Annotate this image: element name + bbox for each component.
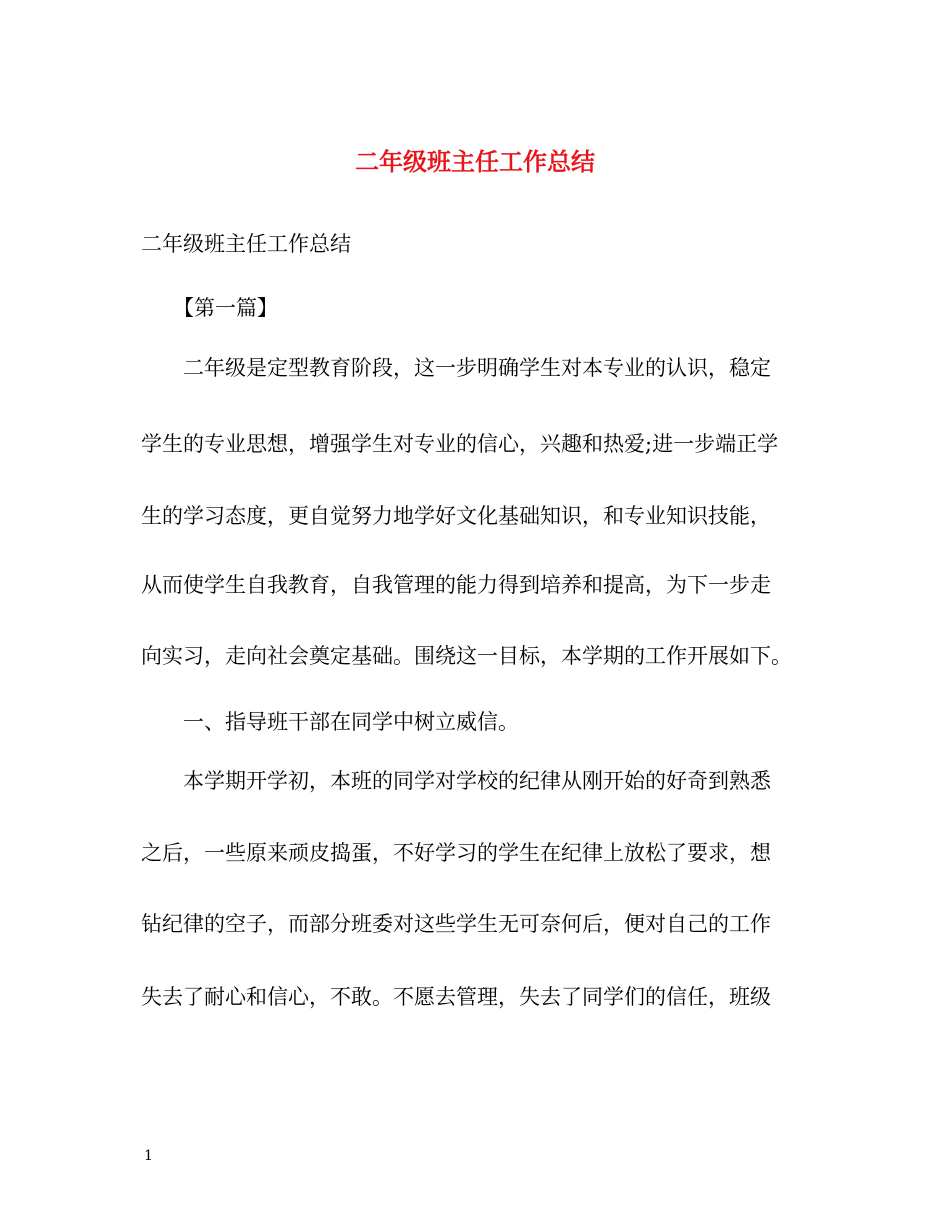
paragraph-line: 生的学习态度，更自觉努力地学好文化基础知识，和专业知识技能， (141, 504, 771, 528)
paragraph-line: 之后，一些原来顽皮捣蛋，不好学习的学生在纪律上放松了要求，想 (141, 841, 771, 865)
section-heading: 【第一篇】 (173, 296, 278, 320)
document-title: 二年级班主任工作总结 (355, 147, 595, 176)
paragraph-line: 二年级是定型教育阶段，这一步明确学生对本专业的认识，稳定 (183, 356, 771, 380)
paragraph-line: 本学期开学初，本班的同学对学校的纪律从刚开始的好奇到熟悉 (183, 769, 771, 793)
paragraph-line: 学生的专业思想，增强学生对专业的信心，兴趣和热爱;进一步端正学 (141, 432, 779, 456)
paragraph-line: 钻纪律的空子，而部分班委对这些学生无可奈何后，便对自己的工作 (141, 912, 771, 936)
paragraph-line: 失去了耐心和信心，不敢。不愿去管理，失去了同学们的信任，班级 (141, 985, 771, 1009)
document-subtitle: 二年级班主任工作总结 (141, 232, 351, 256)
page-number: 1 (144, 1148, 153, 1164)
paragraph-line: 从而使学生自我教育，自我管理的能力得到培养和提高，为下一步走 (141, 573, 771, 597)
paragraph-line: 向实习，走向社会奠定基础。围绕这一目标，本学期的工作开展如下。 (141, 644, 792, 668)
section-point-heading: 一、指导班干部在同学中树立威信。 (183, 710, 519, 734)
